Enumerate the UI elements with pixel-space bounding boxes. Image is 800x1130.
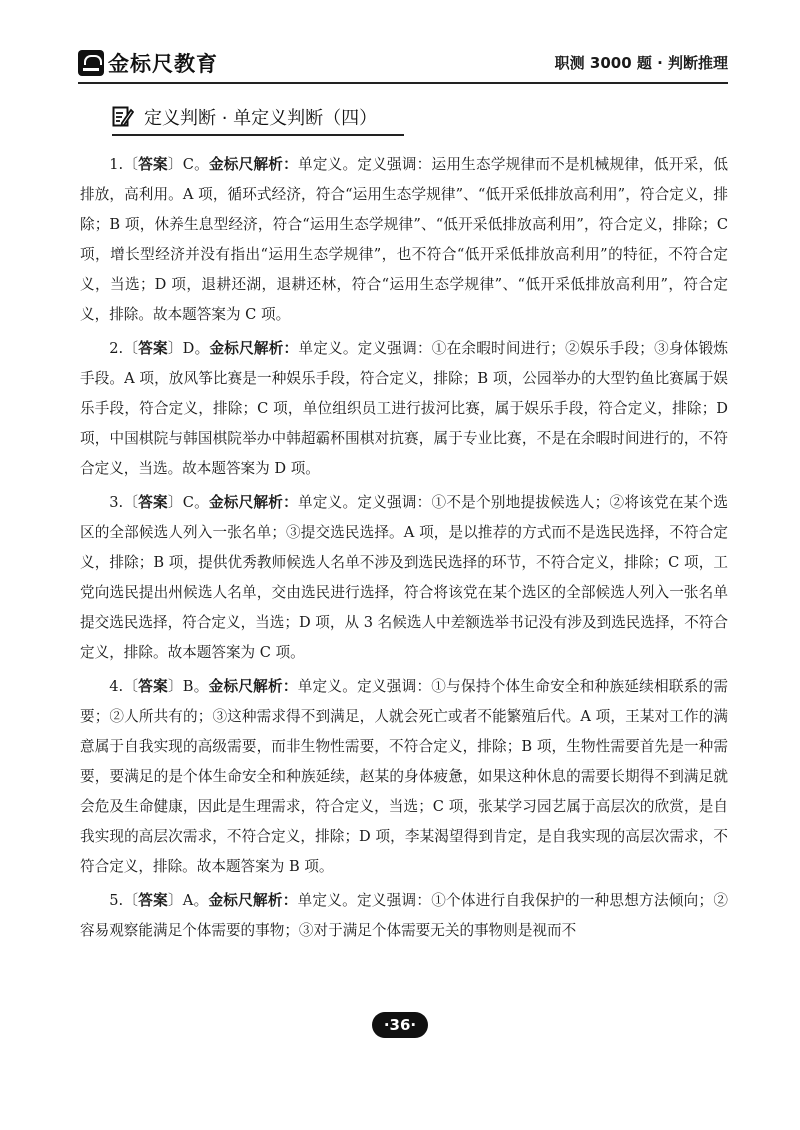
answer-label: 答案 bbox=[138, 340, 168, 357]
analysis-label: 金标尺解析： bbox=[209, 340, 299, 357]
bracket-close: 〕 bbox=[167, 494, 183, 511]
item-number: 2. bbox=[109, 340, 124, 357]
analysis-label: 金标尺解析： bbox=[208, 494, 298, 511]
analysis-label: 金标尺解析： bbox=[208, 892, 298, 909]
book-title: 职测 3000 题 · 判断推理 bbox=[554, 54, 728, 72]
page-number: ·36· bbox=[372, 1012, 428, 1038]
analysis-text: 单定义。定义强调：①个体进行自我保护的一种思想方法倾向；②容易观察能满足个体需要的事物；③对于满足个体需要无关的事物则是视而不 bbox=[80, 892, 728, 939]
bracket-open: 〔 bbox=[123, 340, 139, 357]
answer-label: 答案 bbox=[138, 892, 168, 909]
page-header bbox=[78, 44, 728, 84]
answer-value: A。 bbox=[182, 892, 209, 909]
analysis-label: 金标尺解析： bbox=[208, 678, 298, 695]
answer-value: C。 bbox=[182, 156, 209, 173]
analysis-label: 金标尺解析： bbox=[208, 156, 298, 173]
bracket-open: 〔 bbox=[123, 892, 139, 909]
bracket-open: 〔 bbox=[123, 678, 139, 695]
edit-note-icon bbox=[112, 104, 134, 128]
analysis-text: 单定义。定义强调：①与保持个体生命安全和种族延续相联系的需要；②人所共有的；③这种需求得不到满足，人就会死亡或者不能繁殖后代。A 项，王某对工作的满意属于自我实现的高级需要，而非生物性需要，不符合定义，排除；B 项，生物性需要首先是一种需要，要满足的是个体生命安全和种族延续，赵某的身体疲惫，如果这种休息的需要长期得不到满足就会危及生命健康，因此是生理需求，符合定义，当选；C 项，张某学习园艺属于高层次的欣赏，是自我实现的高层次需求，不符合定义，排除；D 项，李某渴望得到肯定，是自我实现的高层次需求，不符合定义，排除。故本题答案为 B 项。 bbox=[80, 678, 728, 875]
analysis-text: 单定义。定义强调：①在余暇时间进行；②娱乐手段；③身体锻炼手段。A 项，放风筝比赛是一种娱乐手段，符合定义，排除；B 项，公园举办的大型钓鱼比赛属于娱乐手段，符合定义，排除；C 项，单位组织员工进行拔河比赛，属于娱乐手段，符合定义，排除；D 项，中国棋院与韩国棋院举办中韩超霸杯围棋对抗赛，属于专业比赛，不是在余暇时间进行的，不符合定义，当选。故本题答案为 D 项。 bbox=[80, 340, 728, 477]
analysis-text: 单定义。定义强调：①不是个别地提拔候选人；②将该党在某个选区的全部候选人列入一张名单；③提交选民选择。A 项，是以推荐的方式而不是选民选择，不符合定义，排除；B 项，提供优秀教师候选人名单不涉及到选民选择的环节，不符合定义，排除；C 项，工党向选民提出州候选人名单，交由选民进行选择，符合将该党在某个选区的全部候选人列入一张名单提交选民选择，符合定义，当选；D 项，从 3 名候选人中差额选举书记没有涉及到选民选择，不符合定义，排除。故本题答案为 C 项。 bbox=[80, 494, 728, 661]
item-number: 3. bbox=[109, 494, 124, 511]
header-divider bbox=[78, 82, 728, 84]
analysis-text: 单定义。定义强调：运用生态学规律而不是机械规律，低开采，低排放，高利用。A 项，循环式经济，符合“运用生态学规律”、“低开采低排放高利用”，符合定义，排除；B 项，休养生息型经济，符合“运用生态学规律”、“低开采低排放高利用”，符合定义，排除；C 项，增长型经济并没有指出“运用生态学规律”，也不符合“低开采低排放高利用”的特征，不符合定义，当选；D 项，退耕还湖，退耕还林，符合“运用生态学规律”、“低开采低排放高利用”，符合定义，排除。故本题答案为 C 项。 bbox=[80, 156, 728, 323]
bracket-open: 〔 bbox=[123, 156, 139, 173]
bracket-close: 〕 bbox=[167, 678, 183, 695]
answer-label: 答案 bbox=[138, 494, 168, 511]
section-heading bbox=[112, 102, 404, 136]
answer-label: 答案 bbox=[138, 678, 168, 695]
logo-icon bbox=[78, 50, 104, 76]
bracket-open: 〔 bbox=[123, 494, 139, 511]
answer-value: B。 bbox=[182, 678, 209, 695]
item-number: 4. bbox=[109, 678, 124, 695]
answer-item bbox=[80, 886, 728, 946]
bracket-close: 〕 bbox=[167, 156, 183, 173]
brand-logo bbox=[78, 48, 218, 78]
answer-item bbox=[80, 672, 728, 882]
bracket-close: 〕 bbox=[167, 340, 183, 357]
answer-value: D。 bbox=[182, 340, 210, 357]
brand-name: 金标尺教育 bbox=[108, 52, 218, 76]
answer-value: C。 bbox=[182, 494, 209, 511]
item-number: 1. bbox=[109, 156, 124, 173]
answer-item bbox=[80, 334, 728, 484]
answer-label: 答案 bbox=[138, 156, 168, 173]
section-title: 定义判断 · 单定义判断（四） bbox=[144, 108, 378, 129]
answer-item bbox=[80, 150, 728, 330]
item-number: 5. bbox=[109, 892, 124, 909]
bracket-close: 〕 bbox=[167, 892, 183, 909]
answer-list bbox=[80, 150, 728, 950]
answer-item bbox=[80, 488, 728, 668]
